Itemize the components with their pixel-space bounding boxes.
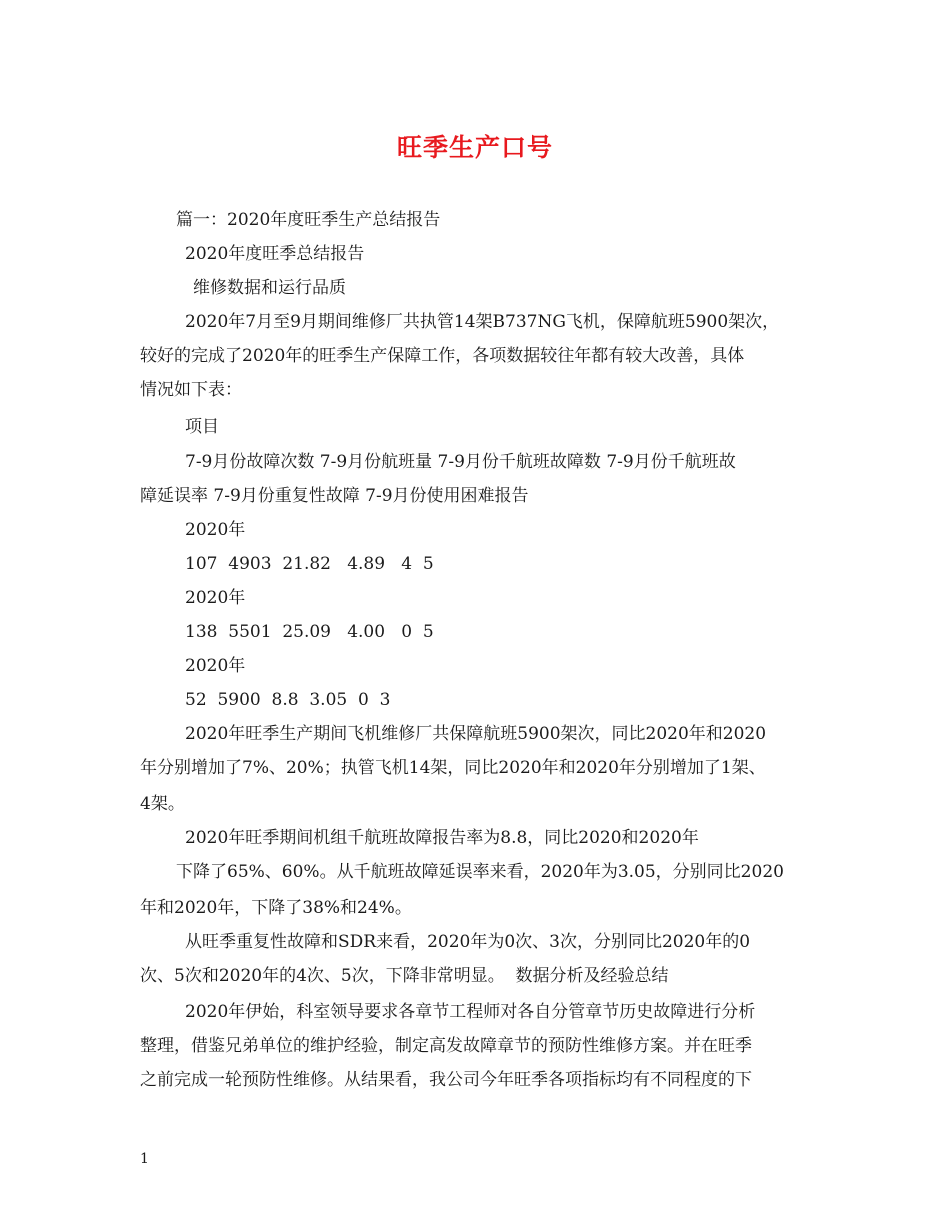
text-line: 次、5次和2020年的4次、5次，下降非常明显。 数据分析及经验总结	[140, 966, 669, 986]
text-line: 整理，借鉴兄弟单位的维护经验，制定高发故障章节的预防性维修方案。并在旺季	[140, 1036, 752, 1056]
text-line: 较好的完成了2020年的旺季生产保障工作，各项数据较往年都有较大改善，具体	[140, 346, 745, 366]
text-line: 2020年伊始，科室领导要求各章节工程师对各自分管章节历史故障进行分析	[185, 1002, 756, 1022]
text-line: 年和2020年，下降了38%和24%。	[140, 898, 412, 918]
text-line: 2020年旺季期间机组千航班故障报告率为8.8，同比2020和2020年	[185, 828, 699, 848]
text-line: 2020年	[185, 656, 246, 676]
text-line: 从旺季重复性故障和SDR来看，2020年为0次、3次，分别同比2020年的0	[185, 932, 751, 952]
text-line: 2020年7月至9月期间维修厂共执管14架B737NG飞机，保障航班5900架次，	[185, 312, 780, 332]
text-line: 维修数据和运行品质	[193, 278, 346, 298]
page-number: 1	[140, 1151, 149, 1167]
text-line: 2020年旺季生产期间飞机维修厂共保障航班5900架次，同比2020年和2020	[185, 724, 767, 744]
text-line: 情况如下表：	[140, 380, 242, 400]
text-line: 2020年	[185, 520, 246, 540]
text-line: 下降了65%、60%。从千航班故障延误率来看，2020年为3.05，分别同比2020	[176, 862, 784, 882]
text-line: 项目	[185, 417, 219, 437]
text-line: 障延误率 7-9月份重复性故障 7-9月份使用困难报告	[140, 486, 529, 506]
text-line: 4架。	[140, 794, 185, 814]
text-line: 年分别增加了7%、20%；执管飞机14架，同比2020年和2020年分别增加了1架、	[140, 758, 766, 778]
document-title: 旺季生产口号	[396, 133, 553, 162]
text-line: 138 5501 25.09 4.00 0 5	[185, 622, 434, 642]
text-line: 之前完成一轮预防性维修。从结果看，我公司今年旺季各项指标均有不同程度的下	[140, 1070, 752, 1090]
text-line: 52 5900 8.8 3.05 0 3	[185, 690, 391, 710]
text-line: 2020年度旺季总结报告	[185, 244, 365, 264]
text-line: 7-9月份故障次数 7-9月份航班量 7-9月份千航班故障数 7-9月份千航班故	[185, 452, 736, 472]
text-line: 2020年	[185, 588, 246, 608]
text-line: 107 4903 21.82 4.89 4 5	[185, 554, 434, 574]
text-line: 篇一：2020年度旺季生产总结报告	[176, 210, 441, 230]
